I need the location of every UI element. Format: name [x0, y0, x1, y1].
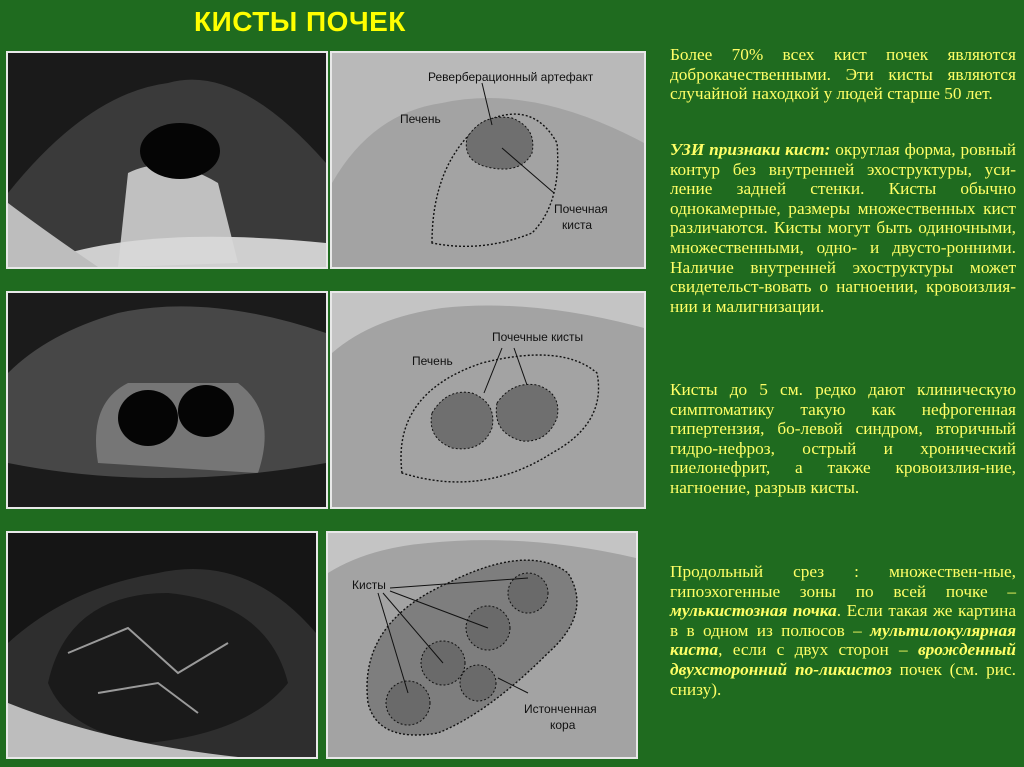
page-title: КИСТЫ ПОЧЕК [194, 6, 406, 37]
term-polycystic: врожденный двухсторонний по-ликистоз [670, 640, 1016, 679]
section-text-c: , если с двух сторон – [718, 640, 918, 660]
intro-text: Более 70% всех кист почек являются доброкачественными. Эти кисты являются случайной находкой у людей старше 50 лет. [670, 45, 1016, 104]
section-text-d: почек (см. рис. снизу). [670, 659, 1016, 699]
schematic-multicystic [326, 531, 638, 759]
symptoms-paragraph [670, 380, 1016, 498]
ultrasound-signs-text: округлая форма, ровный контур без внутренней эхоструктуры, уси-ление задней стенки. Кисты обычно однокамерные, размеры множественных кист различаются. Кисты могут быть одиночными, множественными, одно- и двусто-ронними. Наличие внутренней эхоструктуры может свидетельст-вовать о нагноении, кровоизлия-нии и малигнизации. [670, 140, 1016, 316]
label-cysts: Кисты [352, 578, 386, 592]
longitudinal-section-paragraph [670, 562, 1016, 699]
symptoms-text: Кисты до 5 см. редко дают клиническую симптоматику такую как нефрогенная гипертензия, бо-левой синдром, вторичный гидро-нефроз, острый и хронический пиелонефрит, а также кровоизлия-ние, нагноение, разрыв кисты. [670, 380, 1016, 497]
ultrasound-image-single-cyst [6, 51, 328, 269]
label-artifact: Реверберационный артефакт [428, 70, 594, 84]
intro-paragraph [670, 45, 1016, 104]
schematic-single-cyst [330, 51, 646, 269]
label-cyst-line2: киста [562, 218, 592, 232]
label-cortex-line2: кора [550, 718, 576, 732]
section-text-a: Продольный срез : множествен-ные, гипоэхогенные зоны по всей почке – [670, 562, 1016, 601]
label-cyst-line1: Почечная [554, 202, 608, 216]
label-cysts: Почечные кисты [492, 330, 584, 344]
schematic-two-cysts [330, 291, 646, 509]
ultrasound-image-two-cysts [6, 291, 328, 509]
label-cortex-line1: Истонченная [524, 702, 597, 716]
section-text-b: . Если такая же картина в в одном из полюсов – [670, 601, 1016, 640]
ultrasound-image-multicystic [6, 531, 318, 759]
label-liver: Печень [412, 354, 453, 368]
term-multilocular-cyst: мультилокулярная киста [670, 620, 1016, 660]
label-liver: Печень [400, 112, 441, 126]
term-multicystic-kidney: мулькистозная почка [670, 601, 837, 621]
ultrasound-signs-paragraph [670, 140, 1016, 316]
ultrasound-signs-heading: УЗИ признаки кист: [670, 140, 831, 159]
